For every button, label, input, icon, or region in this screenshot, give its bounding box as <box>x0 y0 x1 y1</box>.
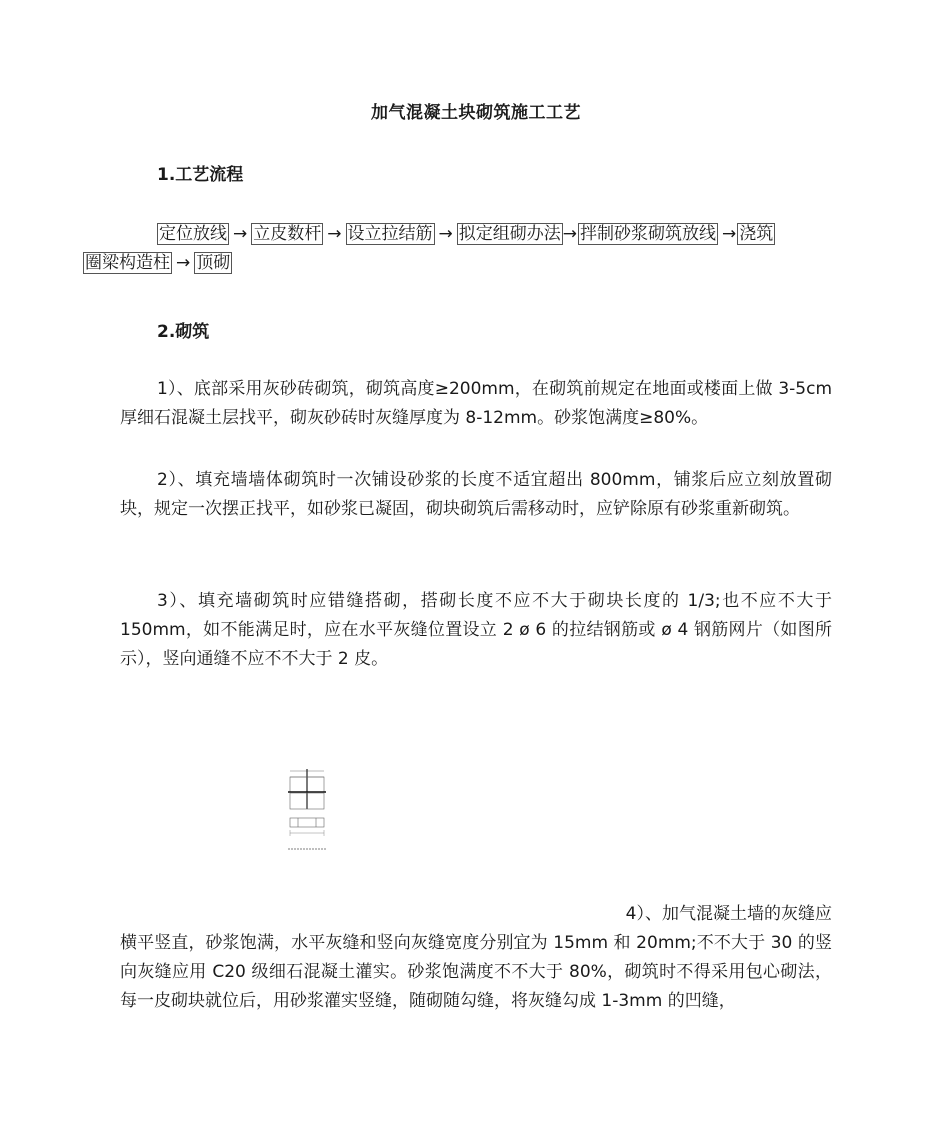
flow-step-5: 拌制砂浆砌筑放线 <box>580 224 716 244</box>
paragraph-4-body: 横平竖直，砂浆饱满，水平灰缝和竖向灰缝宽度分别宜为 15mm 和 20mm;不不大于 30 的竖向灰缝应用 C20 级细石混凝土灌实。砂浆饱满度不不大于 80%，砌筑时不得采用包心砌法，每一皮砌块就位后，用砂浆灌实竖缝，随砌随勾缝，将灰缝勾成 1-3mm 的凹缝， <box>120 933 832 1011</box>
flow-step-6: 浇筑 <box>739 224 774 244</box>
flow-step-7: 圈梁构造柱 <box>85 253 170 273</box>
flow-step-4: 拟定组砌办法 <box>458 224 561 244</box>
paragraph-3: 3）、填充墙砌筑时应错缝搭砌，搭砌长度不应不大于砌块长度的 1/3;也不应不大于 150mm，如不能满足时，应在水平灰缝位置设立 2 ø 6 的拉结钢筋或 ø 4 钢筋网片（如图所示），竖向通缝不应不不大于 2 皮。 <box>120 591 832 669</box>
flow-arrow: → <box>176 253 191 273</box>
paragraph-4 <box>120 900 832 1016</box>
paragraph-4-lead: 4）、加气混凝土墙的灰缝应 <box>625 904 832 924</box>
process-flow <box>85 220 832 278</box>
flow-arrow: → <box>233 224 248 244</box>
flow-step-8: 顶砌 <box>196 253 231 273</box>
page-title: 加气混凝土块砌筑施工工艺 <box>371 103 581 123</box>
section-heading-masonry: 2.砌筑 <box>157 322 210 342</box>
paragraph-1: 1）、底部采用灰砂砖砌筑，砌筑高度≥200mm，在砌筑前规定在地面或楼面上做 3-5cm 厚细石混凝土层找平，砌灰砂砖时灰缝厚度为 8-12mm。砂浆饱满度≥80%。 <box>120 379 833 428</box>
flow-arrow: → <box>327 224 342 244</box>
flow-step-1: 定位放线 <box>159 224 227 244</box>
flow-arrow: → <box>562 224 577 244</box>
masonry-detail-diagram-icon <box>286 769 328 857</box>
flow-step-3: 设立拉结筋 <box>347 224 433 244</box>
paragraph-2: 2）、填充墙墙体砌筑时一次铺设砂浆的长度不适宜超出 800mm，铺浆后应立刻放置砌块，规定一次摆正找平，如砂浆已凝固，砌块砌筑后需移动时，应铲除原有砂浆重新砌筑。 <box>120 470 832 519</box>
flow-arrow: → <box>438 224 453 244</box>
flow-arrow: → <box>722 224 737 244</box>
flow-step-2: 立皮数杆 <box>253 224 322 244</box>
section-heading-process: 1.工艺流程 <box>157 165 244 185</box>
